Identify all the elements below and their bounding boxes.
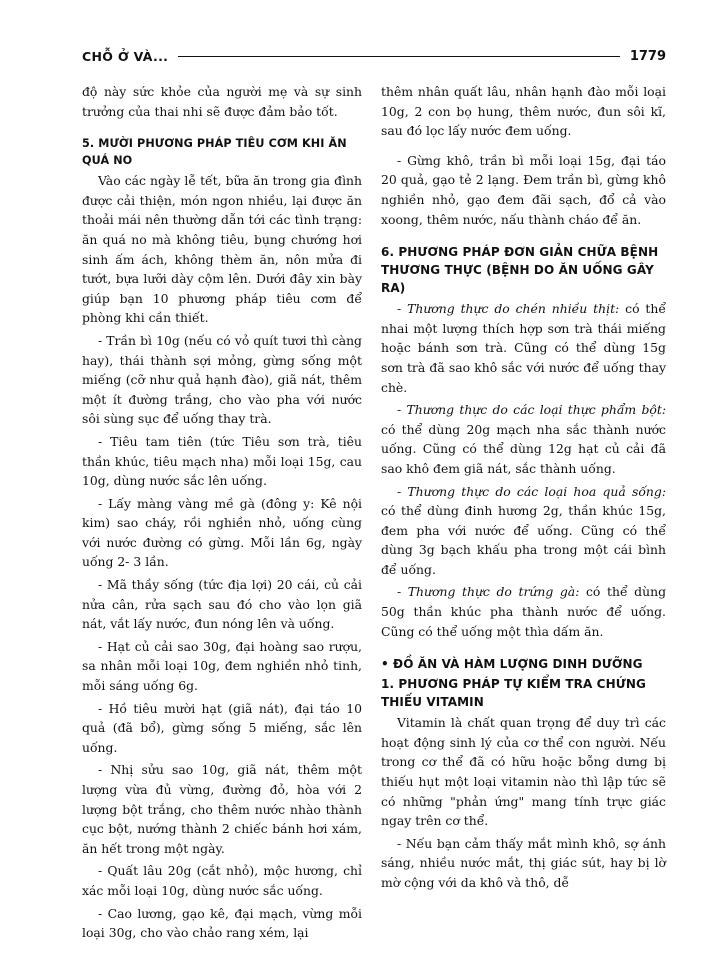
section-heading: 6. PHƯƠNG PHÁP ĐƠN GIẢN CHỮA BỆNH THƯƠNG THỰC (BỆNH DO ĂN UỐNG GÂY RA) [381,245,659,296]
recipe-item: - Gừng khô, trần bì mỗi loại 15g, đại táo 20 quả, gạo tẻ 2 lạng. Đem trần bì, gừng khô nghiền nhỏ, gạo đem đãi sạch, đổ cả vào xoong, thêm nước, nấu thành cháo để ăn. [381,152,666,227]
running-title: CHỖ Ở VÀ... [82,48,169,64]
header-rule [178,56,620,57]
recipe-item: - Cao lương, gạo kê, đại mạch, vừng mỗi loại 30g, cho vào chảo rang xém, lại [82,905,362,941]
recipe-item: - Mã thầy sống (tức địa lợi) 20 cái, củ cải nửa cân, rửa sạch sau đó cho vào lọn giã nát, vắt lấy nước, đun nóng lên và uống. [82,577,362,632]
subsection-heading: 1. PHƯƠNG PHÁP TỰ KIỂM TRA CHỨNG THIẾU VITAMIN [381,677,646,710]
recipe-item: - Lấy màng vàng mề gà (đông y: Kê nội kim) sao cháy, rồi nghiền nhỏ, uống cùng với nước đường có gừng. Mỗi lần 6g, ngày uống 2- 3 lần. [82,495,362,570]
remedy-lead: - Thương thực do các loại hoa quả sống: [397,483,666,499]
remedy-text: có thể dùng 50g thần khúc pha thành nước để uống. Cũng có thể uống một thìa dấm ăn. [381,584,666,639]
paragraph: thêm nhân quất lâu, nhân hạnh đào mỗi loại 10g, 2 con bọ hung, thêm nước, đun sôi kĩ, sau đó lọc lấy nước đem uống. [381,84,666,139]
remedy-item [381,400,666,478]
remedy-item [381,482,666,580]
page-number: 1779 [629,48,666,64]
recipe-item: - Nhị sửu sao 10g, giã nát, thêm một lượng vừa đủ vừng, đường đỏ, hòa với 2 lượng bột trắng, cho thêm nước nhào thành cục bột, nướng thành 2 chiếc bánh hơi xám, ăn hết trong một ngày. [82,762,362,856]
remedy-text: có thể dùng đinh hương 2g, thần khúc 15g, đem pha với nước để uống. Cũng có thể dùng 3g bạch khấu pha trong một cái bình để uống. [381,503,666,577]
recipe-item: - Hạt củ cải sao 30g, đại hoàng sao rượu, sa nhân mỗi loại 10g, đem nghiền nhỏ tinh, mỗi sáng uống 6g. [82,638,362,694]
recipe-item: - Trần bì 10g (nếu có vỏ quít tươi thì càng hay), thái thành sợi mỏng, gừng sống một miếng (cỡ như quả hạnh đào), giã nát, thêm một ít đường trắng, cho vào pha với nước sôi sùng sục để uống thay trà. [82,332,362,427]
recipe-item: - Hồ tiêu mười hạt (giã nát), đại táo 10 quả (đã bổ), gừng sống 5 miếng, sắc lên uống. [82,700,362,755]
remedy-text: có thể dùng 20g mạch nha sắc thành nước uống. Cũng có thể dùng 12g hạt củ cải đã sao khô đem giã nát, sắc thành uống. [381,421,666,476]
remedy-lead: - Thương thực do các loại thực phẩm bột: [397,402,666,418]
paragraph: Vitamin là chất quan trọng để duy trì các hoạt động sinh lý của cơ thể con người. Nếu trong cơ thể đã có hữu hoặc bỗng dưng bị thiếu hụt một loại vitamin nào thì lập tức sẽ có những "phản ứng" mang tính trực giác ngay trên cơ thể. [381,715,666,829]
running-header [82,46,666,66]
paragraph: - Nếu bạn cảm thấy mắt mình khô, sợ ánh sáng, nhiều nước mắt, thị giác sút, hay bị lờ mờ cộng với da khô và thô, dễ [381,835,666,890]
paragraph: Vào các ngày lễ tết, bữa ăn trong gia đình được cải thiện, món ngon nhiều, lại được ăn thoải mái nên thường dẫn tới các tình trạng: ăn quá no mà không tiêu, bụng chướng hơi sinh ấm ách, không thèm ăn, nôn mửa đi tướt, bựa lưỡi dày cộm lên. Dưới đây xin bày giúp bạn 10 phương pháp tiêu cơm để phòng khi cần thiết. [82,173,362,326]
section-heading: 5. MƯỜI PHƯƠNG PHÁP TIÊU CƠM KHI ĂN QUÁ NO [82,137,347,168]
recipe-item: - Tiêu tam tiên (tức Tiêu sơn trà, tiêu thần khúc, tiêu mạch nha) mỗi loại 15g, cau 10g, dùng nước sắc lên uống. [82,433,362,489]
section-heading: • ĐỒ ĂN VÀ HÀM LƯỢNG DINH DƯỠNG [381,657,643,672]
remedy-item [381,299,666,397]
right-column [381,82,666,896]
remedy-text: có thể nhai một lượng thích hợp sơn trà thái miếng hoặc bánh sơn trà. Cũng có thể dùng 15g sơn trà đã sao khô sắc với nước để uống thay chè. [381,301,666,395]
recipe-item: - Quất lâu 20g (cắt nhỏ), mộc hương, chỉ xác mỗi loại 10g, dùng nước sắc uống. [82,863,362,898]
remedy-lead: - Thương thực do trứng gà: [397,584,580,600]
paragraph: độ này sức khỏe của người mẹ và sự sinh trưởng của thai nhi sẽ được đảm bảo tốt. [82,84,362,119]
left-column [82,82,362,946]
remedy-lead: - Thương thực do chén nhiều thịt: [397,301,620,317]
remedy-item [381,582,666,641]
